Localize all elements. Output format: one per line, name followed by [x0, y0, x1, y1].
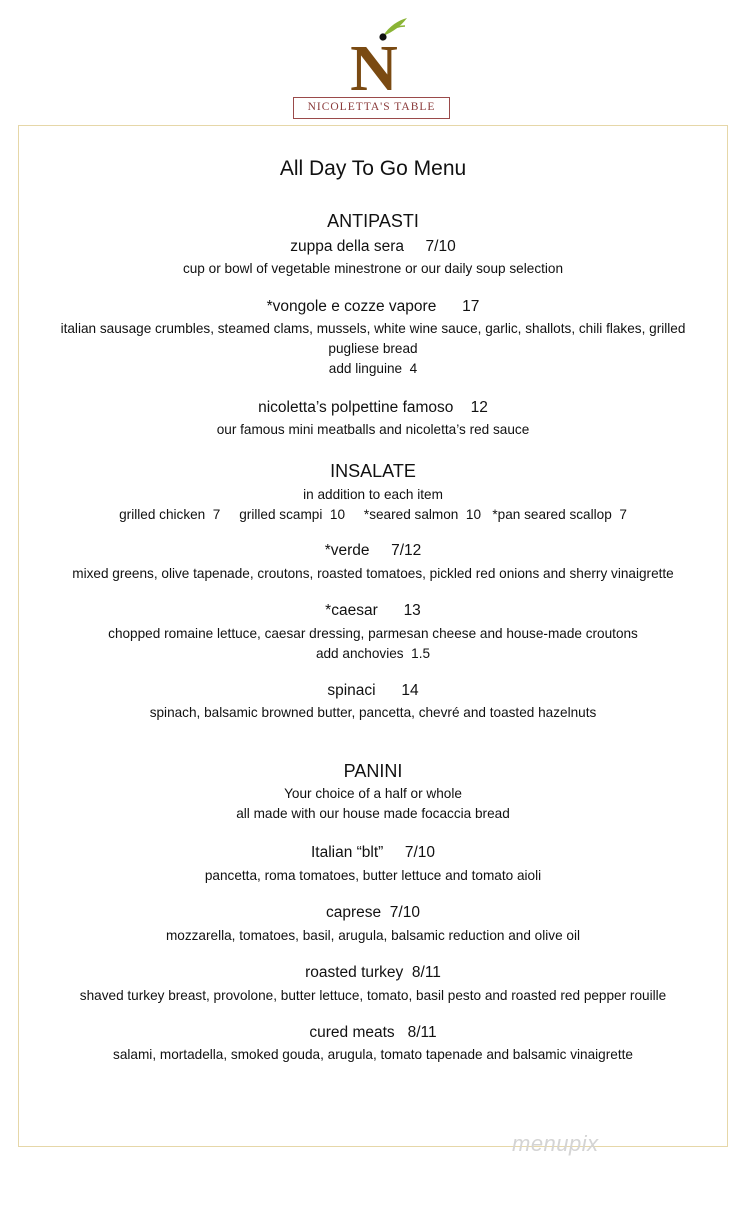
menu-item-name: spinaci 14 [327, 682, 419, 699]
menu-item-description: italian sausage crumbles, steamed clams, mussels, white wine sauce, garlic, shallots, chili flakes, grilled pugliese bread add linguine 4 [60, 321, 686, 376]
menu-item-name: zuppa della sera 7/10 [290, 238, 456, 255]
section-title-insalate: INSALATE [330, 461, 416, 481]
menu-item-name: *caesar 13 [325, 602, 421, 619]
menu-item-description: pancetta, roma tomatoes, butter lettuce and tomato aioli [204, 868, 542, 883]
section-intro: Your choice of a half or whole all made with our house made focaccia bread [236, 786, 510, 821]
menu-item-description: shaved turkey breast, provolone, butter lettuce, tomato, basil pesto and roasted red pepper rouille [79, 988, 667, 1003]
menu-item-description: cup or bowl of vegetable minestrone or our daily soup selection [182, 261, 564, 276]
section-intro: in addition to each item grilled chicken 7 grilled scampi 10 *seared salmon 10 *pan seared scallop 7 [119, 487, 627, 522]
menu-item-name: roasted turkey 8/11 [305, 964, 441, 981]
menu-item-name: nicoletta’s polpettine famoso 12 [258, 399, 488, 416]
section-title-antipasti: ANTIPASTI [327, 211, 419, 231]
section-title-panini: PANINI [343, 761, 403, 781]
watermark: menupix [512, 1131, 599, 1156]
menu-item-description: mozzarella, tomatoes, basil, arugula, balsamic reduction and olive oil [165, 928, 581, 943]
svg-text:N: N [350, 32, 398, 94]
menu-item-name: caprese 7/10 [326, 904, 420, 921]
menu-item-name: Italian “blt” 7/10 [310, 844, 436, 861]
menu-item-name: *vongole e cozze vapore 17 [266, 298, 480, 315]
menu-item-name: *verde 7/12 [324, 542, 422, 559]
menu-item-description: our famous mini meatballs and nicoletta’s red sauce [216, 422, 530, 437]
menu-title: All Day To Go Menu [279, 157, 467, 180]
menu-item-description: spinach, balsamic browned butter, pancetta, chevré and toasted hazelnuts [149, 705, 597, 720]
menu-item-description: salami, mortadella, smoked gouda, arugula, tomato tapenade and balsamic vinaigrette [113, 1047, 633, 1062]
menu-item-description: mixed greens, olive tapenade, croutons, roasted tomatoes, pickled red onions and sherry vinaigrette [72, 566, 674, 581]
restaurant-name: NICOLETTA'S TABLE [293, 97, 450, 119]
menu-item-description: chopped romaine lettuce, caesar dressing, parmesan cheese and house-made croutons add anchovies 1.5 [108, 626, 638, 661]
logo-mark-icon [343, 16, 407, 94]
restaurant-logo [0, 0, 746, 125]
menu-item-name: cured meats 8/11 [309, 1024, 437, 1041]
